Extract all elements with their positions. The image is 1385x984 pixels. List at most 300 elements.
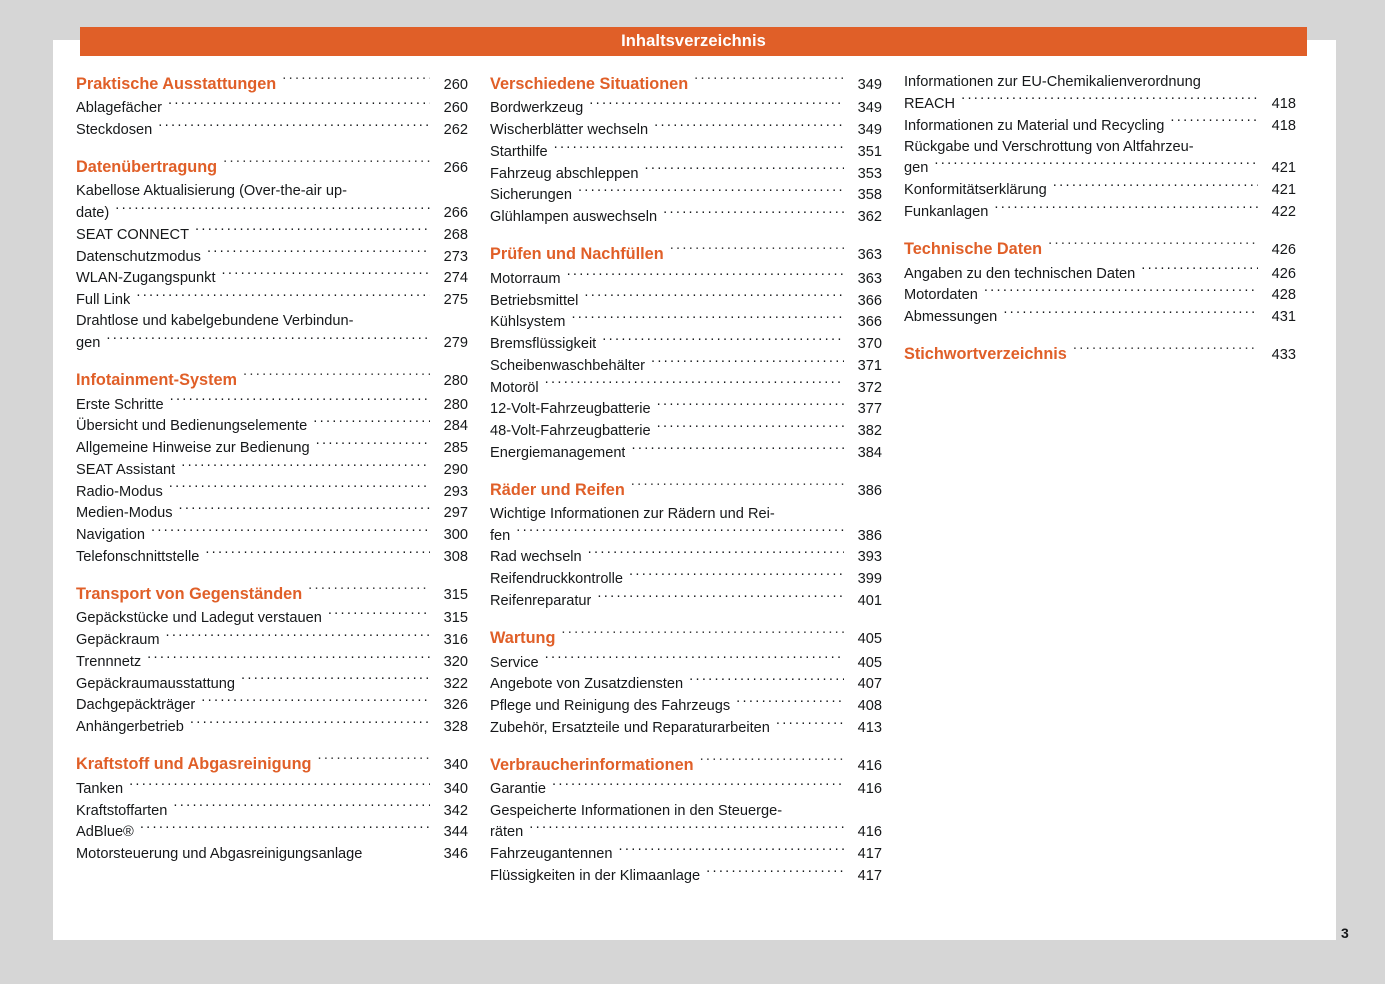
leader-dots (961, 93, 1258, 108)
leader-dots (657, 421, 844, 436)
toc-entry-page-number: 280 (443, 396, 468, 413)
toc-entry-page-number: 370 (857, 336, 882, 353)
toc-entry-label: Informationen zu Material und Recycling (904, 117, 1165, 134)
toc-entry-page-number: 274 (443, 270, 468, 287)
leader-dots (168, 98, 430, 113)
leader-dots (776, 717, 844, 732)
toc-section (490, 478, 882, 612)
toc-section-heading-label: Wartung (490, 629, 556, 648)
toc-entry[interactable] (76, 630, 468, 652)
toc-entry-label: Übersicht und Bedienungselemente (76, 418, 308, 435)
toc-entry-label: 12-Volt-Fahrzeugbatterie (490, 401, 651, 418)
leader-dots (567, 268, 844, 283)
leader-dots (223, 156, 430, 172)
toc-section (904, 342, 1296, 367)
toc-section-heading[interactable] (76, 155, 468, 180)
toc-entry-page-number: 322 (443, 675, 468, 692)
toc-entry[interactable] (490, 652, 882, 674)
toc-section-page-number: 266 (443, 160, 468, 177)
leader-dots (651, 355, 844, 370)
leader-dots (545, 652, 844, 667)
toc-entry[interactable] (76, 224, 468, 246)
toc-entry-page-number: 405 (857, 654, 882, 671)
toc-section (76, 752, 468, 865)
toc-entry[interactable] (76, 394, 468, 416)
toc-entry[interactable] (490, 141, 882, 163)
leader-dots (201, 695, 430, 710)
toc-entry-label: Fahrzeug abschleppen (490, 165, 639, 182)
toc-entry-page-number: 407 (857, 676, 882, 693)
leader-dots (313, 416, 430, 431)
toc-section-heading[interactable] (76, 752, 468, 777)
toc-section-heading-label: Kraftstoff und Abgasreinigung (76, 755, 312, 774)
toc-entry-page-number: 431 (1271, 309, 1296, 326)
toc-section (76, 72, 468, 141)
toc-entry-page-number: 418 (1271, 117, 1296, 134)
running-head-bar (80, 27, 1307, 56)
toc-entry-page-number: 421 (1271, 160, 1296, 177)
toc-entry[interactable] (490, 163, 882, 185)
toc-entry-label: Bordwerkzeug (490, 100, 584, 117)
leader-dots (578, 185, 844, 200)
toc-entry-label: Scheibenwaschbehälter (490, 357, 645, 374)
toc-entry[interactable] (904, 306, 1296, 328)
toc-entry[interactable] (76, 437, 468, 459)
leader-dots (554, 141, 844, 156)
toc-entry-page-number: 384 (857, 444, 882, 461)
toc-entry-label: Starthilfe (490, 143, 548, 160)
toc-entry-page-number: 349 (857, 122, 882, 139)
leader-dots (151, 524, 430, 539)
toc-section-heading-label: Datenübertragung (76, 158, 218, 177)
toc-entry-label: Gepäckraumausstattung (76, 675, 235, 692)
toc-entry-label: Sicherungen (490, 187, 572, 204)
leader-dots (602, 334, 844, 349)
toc-section-page-number: 363 (857, 247, 882, 264)
toc-entry-label: Anhängerbetrieb (76, 719, 184, 736)
leader-dots (136, 289, 430, 304)
leader-dots (129, 778, 430, 793)
toc-entry[interactable] (76, 800, 468, 822)
toc-entry-page-number: 417 (857, 846, 882, 863)
toc-entry-label: Energiemanagement (490, 444, 626, 461)
toc-entry-page-number: 260 (443, 100, 468, 117)
toc-section (490, 626, 882, 739)
toc-entry[interactable] (490, 865, 882, 887)
toc-entry[interactable] (904, 93, 1296, 115)
toc-section-page-number: 405 (857, 631, 882, 648)
toc-entry[interactable] (490, 185, 882, 207)
toc-section-heading[interactable] (490, 753, 882, 778)
leader-dots (597, 590, 844, 605)
toc-entry-page-number: 393 (857, 549, 882, 566)
toc-entry[interactable] (490, 377, 882, 399)
toc-entry-page-number: 362 (857, 209, 882, 226)
toc-entry-label: Konformitätserklärung (904, 182, 1047, 199)
leader-dots (317, 753, 430, 769)
leader-dots (169, 481, 430, 496)
toc-section-heading[interactable] (904, 237, 1296, 262)
toc-entry-page-number: 297 (443, 505, 468, 522)
leader-dots (552, 779, 844, 794)
toc-entry[interactable] (76, 608, 468, 630)
leader-dots (694, 73, 844, 89)
toc-section-heading[interactable] (904, 342, 1296, 367)
toc-entry[interactable] (76, 673, 468, 695)
toc-entry-page-number: 275 (443, 292, 468, 309)
toc-entry[interactable] (76, 844, 468, 866)
toc-entry-label: REACH (904, 95, 956, 112)
leader-dots (207, 246, 430, 261)
toc-entry-label: Dachgepäckträger (76, 697, 196, 714)
toc-entry-page-number: 266 (443, 205, 468, 222)
toc-section-heading[interactable] (490, 626, 882, 651)
toc-section (490, 753, 882, 887)
leader-dots (190, 717, 430, 732)
leader-dots (629, 569, 844, 584)
leader-dots (166, 630, 430, 645)
toc-entry[interactable] (490, 822, 882, 844)
toc-entry[interactable] (490, 98, 882, 120)
toc-entry-label: Rad wechseln (490, 549, 582, 566)
leader-dots (706, 865, 844, 880)
toc-entry-page-number: 262 (443, 122, 468, 139)
toc-entry[interactable] (490, 207, 882, 229)
toc-entry-label: WLAN-Zugangspunkt (76, 270, 216, 287)
toc-entry[interactable] (490, 717, 882, 739)
toc-entry-page-number: 422 (1271, 203, 1296, 220)
toc-entry-page-number: 408 (857, 698, 882, 715)
table-of-contents (76, 72, 1316, 887)
leader-dots (644, 163, 844, 178)
toc-entry-label: Full Link (76, 292, 131, 309)
leader-dots (106, 332, 430, 347)
toc-entry-page-number: 371 (857, 357, 882, 374)
toc-entry[interactable] (490, 779, 882, 801)
leader-dots (140, 822, 430, 837)
toc-entry-page-number: 377 (857, 401, 882, 418)
leader-dots (147, 651, 430, 666)
leader-dots (571, 312, 844, 327)
toc-entry[interactable] (490, 674, 882, 696)
toc-entry-label: Tanken (76, 780, 124, 797)
toc-entry-page-number: 382 (857, 423, 882, 440)
toc-entry[interactable] (490, 442, 882, 464)
leader-dots (195, 224, 430, 239)
toc-entry-label: Trennnetz (76, 653, 142, 670)
toc-section-heading-label: Prüfen und Nachfüllen (490, 245, 664, 264)
leader-dots (934, 158, 1258, 173)
toc-section-heading-label: Infotainment-System (76, 371, 238, 390)
toc-entry-page-number: 351 (857, 143, 882, 160)
toc-entry[interactable] (490, 399, 882, 421)
leader-dots (316, 437, 430, 452)
page-number: 3 (1341, 925, 1349, 941)
toc-entry-page-number: 366 (857, 314, 882, 331)
toc-entry-label: Motordaten (904, 287, 978, 304)
toc-section-page-number: 386 (857, 483, 882, 500)
toc-entry[interactable] (76, 98, 468, 120)
toc-entry-page-number: 315 (443, 610, 468, 627)
leader-dots (241, 673, 430, 688)
toc-entry-page-number: 416 (857, 781, 882, 798)
toc-entry-label: Motorraum (490, 270, 561, 287)
leader-dots (984, 285, 1258, 300)
toc-section-heading-label: Praktische Ausstattungen (76, 75, 277, 93)
toc-entry-label: Bremsflüssigkeit (490, 336, 597, 353)
toc-section (76, 155, 468, 354)
toc-entry-page-number: 273 (443, 248, 468, 265)
toc-section-heading[interactable] (490, 478, 882, 503)
leader-dots (328, 608, 430, 623)
toc-entry-page-number: 290 (443, 461, 468, 478)
toc-entry-label: Medien-Modus (76, 505, 173, 522)
toc-entry[interactable] (490, 312, 882, 334)
leader-dots (657, 399, 844, 414)
page-title: Inhaltsverzeichnis (621, 32, 766, 51)
leader-dots (631, 442, 844, 457)
toc-entry[interactable] (490, 695, 882, 717)
toc-section (904, 237, 1296, 328)
toc-entry-label: Pflege und Reinigung des Fahrzeugs (490, 698, 731, 715)
leader-dots (181, 459, 430, 474)
leader-dots (158, 120, 430, 135)
toc-entry-page-number: 284 (443, 418, 468, 435)
toc-entry-label: Radio-Modus (76, 483, 163, 500)
toc-entry-page-number: 293 (443, 483, 468, 500)
toc-entry-page-number: 320 (443, 653, 468, 670)
leader-dots (170, 394, 430, 409)
toc-entry[interactable] (904, 158, 1296, 180)
toc-entry[interactable] (904, 180, 1296, 202)
toc-entry-label: Flüssigkeiten in der Klimaanlage (490, 867, 701, 884)
toc-entry-page-number: 417 (857, 867, 882, 884)
toc-entry[interactable] (76, 459, 468, 481)
toc-entry-label-line1: Wichtige Informationen zur Rädern und Rei- (490, 505, 775, 522)
leader-dots (584, 290, 844, 305)
toc-entry-label: Telefonschnittstelle (76, 548, 200, 565)
toc-section-heading-label: Stichwortverzeichnis (904, 345, 1067, 364)
toc-entry[interactable] (76, 778, 468, 800)
toc-section-page-number: 315 (443, 586, 468, 603)
leader-dots (1048, 238, 1258, 254)
toc-entry[interactable] (490, 590, 882, 612)
toc-entry-page-number: 340 (443, 780, 468, 797)
leader-dots (368, 844, 430, 859)
toc-entry-page-number: 426 (1271, 265, 1296, 282)
leader-dots (588, 547, 844, 562)
toc-entry-page-number: 279 (443, 334, 468, 351)
toc-entry-label: Wischerblätter wechseln (490, 122, 649, 139)
leader-dots (663, 207, 844, 222)
toc-section-heading[interactable] (76, 72, 468, 97)
leader-dots (205, 546, 430, 561)
leader-dots (1073, 343, 1258, 359)
toc-section-page-number: 433 (1271, 347, 1296, 364)
toc-entry-page-number: 316 (443, 632, 468, 649)
leader-dots (529, 822, 844, 837)
toc-section-heading-label: Verbraucherinformationen (490, 755, 694, 774)
toc-entry[interactable] (76, 246, 468, 268)
toc-entry-label: Angaben zu den technischen Daten (904, 265, 1136, 282)
toc-entry[interactable] (490, 525, 882, 547)
leader-dots (282, 73, 430, 89)
toc-entry[interactable] (76, 289, 468, 311)
toc-entry[interactable] (76, 120, 468, 142)
toc-entry[interactable] (76, 822, 468, 844)
leader-dots (994, 201, 1258, 216)
leader-dots (1170, 115, 1258, 130)
leader-dots (308, 583, 430, 599)
toc-entry[interactable] (490, 421, 882, 443)
toc-entry-label: gen (76, 334, 101, 351)
toc-entry[interactable] (76, 268, 468, 290)
leader-dots (1141, 263, 1258, 278)
toc-entry[interactable] (490, 844, 882, 866)
toc-section-page-number: 340 (443, 757, 468, 774)
leader-dots (173, 800, 430, 815)
toc-entry[interactable] (490, 547, 882, 569)
toc-section-heading[interactable] (76, 368, 468, 393)
toc-entry-page-number: 300 (443, 527, 468, 544)
toc-entry-label: Zubehör, Ersatzteile und Reparaturarbeiten (490, 719, 770, 736)
toc-entry[interactable] (904, 263, 1296, 285)
toc-section-page-number: 416 (857, 757, 882, 774)
toc-entry-label: date) (76, 205, 110, 222)
toc-entry-label: Reifendruckkontrolle (490, 571, 624, 588)
toc-column (490, 72, 882, 887)
toc-entry-page-number: 326 (443, 697, 468, 714)
toc-section-heading-label: Verschiedene Situationen (490, 75, 689, 93)
toc-entry-label: Glühlampen auswechseln (490, 209, 658, 226)
toc-entry[interactable] (490, 355, 882, 377)
toc-entry-label: Angebote von Zusatzdiensten (490, 676, 684, 693)
toc-entry-label: Erste Schritte (76, 396, 164, 413)
toc-entry[interactable] (490, 120, 882, 142)
toc-section-heading-label: Transport von Gegenständen (76, 584, 303, 603)
toc-entry[interactable] (490, 569, 882, 591)
toc-entry-label: Kraftstoffarten (76, 802, 168, 819)
toc-entry-label: Gepäckraum (76, 632, 160, 649)
toc-entry-label: Kühlsystem (490, 314, 566, 331)
toc-entry-label: fen (490, 527, 511, 544)
toc-entry-label: Garantie (490, 781, 546, 798)
toc-entry-page-number: 342 (443, 802, 468, 819)
leader-dots (619, 844, 844, 859)
toc-entry[interactable] (904, 285, 1296, 307)
leader-dots (222, 268, 430, 283)
leader-dots (1053, 180, 1258, 195)
toc-section (904, 72, 1296, 223)
toc-entry[interactable] (904, 201, 1296, 223)
toc-entry-label: Fahrzeugantennen (490, 846, 613, 863)
toc-section-heading[interactable] (76, 582, 468, 607)
toc-section-page-number: 349 (857, 77, 882, 93)
toc-entry-label: SEAT Assistant (76, 461, 176, 478)
toc-entry-page-number: 344 (443, 824, 468, 841)
toc-entry-label: Abmessungen (904, 309, 998, 326)
toc-column (76, 72, 468, 887)
toc-entry[interactable] (76, 695, 468, 717)
toc-entry-label: Navigation (76, 527, 145, 544)
toc-entry-page-number: 268 (443, 226, 468, 243)
toc-entry-label: 48-Volt-Fahrzeugbatterie (490, 423, 651, 440)
toc-entry-label-line1: Informationen zur EU-Chemikalienverordnung (904, 74, 1201, 90)
toc-entry[interactable] (76, 332, 468, 354)
toc-section-heading[interactable] (490, 242, 882, 267)
toc-entry-page-number: 413 (857, 719, 882, 736)
toc-entry-label-line1: Rückgabe und Verschrottung von Altfahrzeu- (904, 138, 1194, 155)
toc-entry-label: räten (490, 824, 524, 841)
toc-entry-label-line1: Kabellose Aktualisierung (Over-the-air up- (76, 183, 347, 200)
toc-section (490, 242, 882, 464)
toc-entry-page-number: 399 (857, 571, 882, 588)
leader-dots (115, 202, 430, 217)
toc-entry-page-number: 328 (443, 719, 468, 736)
toc-entry[interactable] (490, 334, 882, 356)
toc-entry-label: SEAT CONNECT (76, 226, 189, 243)
toc-section-page-number: 260 (443, 77, 468, 93)
toc-entry[interactable] (76, 503, 468, 525)
toc-section-heading-label: Räder und Reifen (490, 481, 625, 500)
toc-entry-label: Service (490, 654, 539, 671)
toc-entry-page-number: 349 (857, 100, 882, 117)
toc-entry[interactable] (490, 290, 882, 312)
toc-entry-label: Motorsteuerung und Abgasreinigungsanlage (76, 846, 363, 863)
leader-dots (736, 695, 844, 710)
toc-entry-label: Gepäckstücke und Ladegut verstauen (76, 610, 322, 627)
toc-entry[interactable] (76, 416, 468, 438)
toc-entry-page-number: 363 (857, 270, 882, 287)
toc-section-page-number: 426 (1271, 242, 1296, 259)
leader-dots (561, 627, 844, 643)
leader-dots (179, 503, 430, 518)
toc-entry[interactable] (76, 202, 468, 224)
toc-entry[interactable] (76, 481, 468, 503)
toc-entry-label: Datenschutzmodus (76, 248, 201, 265)
toc-entry[interactable] (490, 268, 882, 290)
toc-entry[interactable] (76, 717, 468, 739)
toc-entry[interactable] (76, 546, 468, 568)
toc-entry-page-number: 308 (443, 548, 468, 565)
leader-dots (654, 120, 844, 135)
toc-section-heading-label: Technische Daten (904, 240, 1043, 259)
toc-entry[interactable] (76, 651, 468, 673)
toc-entry-page-number: 358 (857, 187, 882, 204)
toc-entry-page-number: 372 (857, 379, 882, 396)
toc-section-page-number: 280 (443, 373, 468, 390)
toc-entry-page-number: 401 (857, 592, 882, 609)
toc-entry-page-number: 416 (857, 824, 882, 841)
toc-entry-label: gen (904, 160, 929, 177)
toc-entry-page-number: 366 (857, 292, 882, 309)
toc-entry-label: Funkanlagen (904, 203, 989, 220)
toc-entry-label: Allgemeine Hinweise zur Bedienung (76, 440, 310, 457)
toc-section-heading[interactable] (490, 72, 882, 97)
toc-entry[interactable] (904, 115, 1296, 137)
leader-dots (1003, 306, 1258, 321)
toc-entry-label: Steckdosen (76, 122, 153, 139)
toc-entry-page-number: 386 (857, 527, 882, 544)
toc-entry[interactable] (76, 524, 468, 546)
toc-section (490, 72, 882, 228)
toc-entry-page-number: 418 (1271, 95, 1296, 112)
toc-entry-page-number: 346 (443, 846, 468, 863)
toc-entry-label-line1: Gespeicherte Informationen in den Steuerge- (490, 802, 783, 819)
leader-dots (545, 377, 844, 392)
toc-entry-label: Ablagefächer (76, 100, 163, 117)
toc-entry-page-number: 421 (1271, 182, 1296, 199)
